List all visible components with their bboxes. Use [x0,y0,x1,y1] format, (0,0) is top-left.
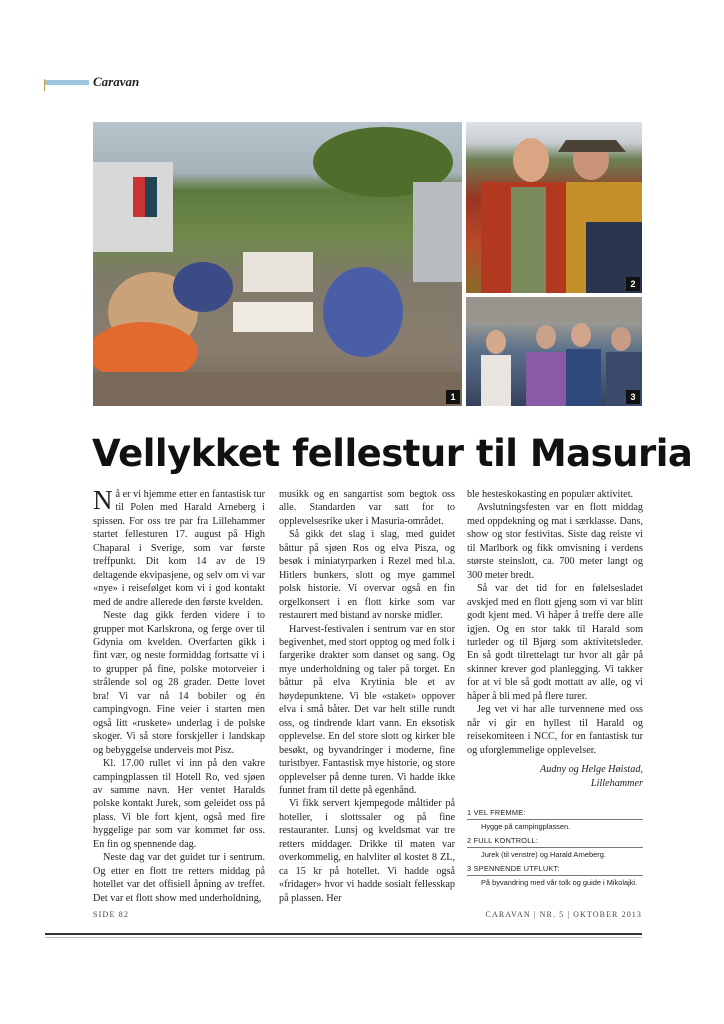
author-names: Audny og Helge Høistad, [540,764,643,776]
caption-heading: 3 SPENNENDE UTFLUKT: [467,864,643,876]
paragraph: musikk og en sangartist som begtok oss alle. Standarden var satt for to opplevelsesrike uker i Masuria-området. [279,489,455,527]
paragraph: Jeg vet vi har alle turvennene med oss når vi gir en hyllest til Harald og reisekomiteen i NCC, for en fantastisk tur og uforglemmelige opplevelser. [467,704,643,756]
footer-rule-thin [45,937,642,938]
paragraph: Vi fikk servert kjempegode måltider på hoteller, i slottssaler og på fine restauranter. Lunsj og kveldsmat var tre retters middager. Drikke til maten var overkommelig, en halvliter øl kostet 8 ZL, ca 15 kr på hotellet. Vi hadde også «fridager» hvor vi hadde sosialt fellesskap på plassen. Her [279,798,455,904]
paragraph: Harvest-festivalen i sentrum var en stor begivenhet, med stort opptog og med folk i fargerike drakter som danset og sang. Og mye underholdning og taler på torget. En båttur på elva Krytinia ble et av høydepunktene. Vi ble «staket» oppover elva i små båter. Det var helt stille rundt oss, og tindrende klart vann. En eksotisk opplevelse. En del store slott og kirker ble besøkt, og byvandringer i moderne, fine turistbyer. Fantastisk mye historie, og store opplevelser på denne turen. Vi hadde ikke funnet fram til dette på egenhånd. [279,623,455,796]
article-column-1 [93,485,265,905]
photo-camp-gathering [93,122,462,406]
caption-heading: 2 FULL KONTROLL: [467,836,643,848]
photo-two-men [466,122,642,293]
paragraph: Neste dag var det guidet tur i sentrum. Og etter en flott tre retters middag på hotellet var det offisiell åpning av treffet. Det var et flott show med underholdning, [93,852,265,904]
drop-cap: N [93,485,113,515]
paragraph: Så var det tid for en følelsesladet avskjed med en flott gjeng som vi var blitt godt kjent med. Vi håper å treffe dere alle igjen. Og en stor takk til Harald som turleder og til Bjørg som aktivitetsleder. En så godt tilrettelagt tur hvor alt går på skinner krever god planlegging. Vi takker for at vi ble så godt mottatt av alle, og vi håper å bli med på flere turer. [467,583,643,702]
section-title: Caravan [93,74,140,89]
photo-number-badge: 3 [626,390,640,404]
paragraph: Nå er vi hjemme etter en fantastisk tur til Polen med Harald Arneberg i spissen. For oss tre par fra Lillehammer startet fellesturen 17. august på High Chaparal i Sverige, som var første treffpunkt. Dit kom 14 av de 19 deltagende ekvipasjene, og selv om vi var «nye» i reisefølget kom vi i god kontakt med de andre allerede den første kvelden. [93,485,265,608]
caption-item [467,808,643,832]
section-accent-bar [45,80,89,85]
photo-number-badge: 1 [446,390,460,404]
article-column-3 [467,488,643,892]
caption-text: På byvandring med vår tolk og guide i Mikolajki. [481,877,638,887]
footer-rule [45,933,642,935]
paragraph: Avslutningsfesten var en flott middag med oppdekning og mat i særklasse. Dans, show og stor festivitas. Siste dag reiste vi til Marlbork og fikk omvisning i verdens største steinslott, ca. 700 meter langt og 300 meter bredt. [467,502,643,581]
page-number: SIDE 82 [93,910,130,919]
caption-heading: 1 VEL FREMME: [467,808,643,820]
photo-number-badge: 2 [626,277,640,291]
caption-item [467,836,643,860]
caption-text: Hygge på campingplassen. [481,821,571,831]
photo-town-walk [466,297,642,406]
article-column-2 [279,488,455,905]
author-location: Lillehammer [590,777,643,789]
paragraph: Neste dag gikk ferden videre i to grupper mot Karlskrona, og ferge over til Gdynia om kvelden. Overfarten gikk i fint vær, og neste formiddag fortsatte vi i to grupper på fine, polske motorveier i strålende sol og 28 grader. Dette lovet bra! Vi var nå 14 bobiler og én campingvogn. Fine veier i starten men også litt «ruskete» underlag i de polske skoger. Vi så store forskjeller i landskap og bebyggelse underveis mot Pisz. [93,610,265,756]
article-headline: Vellykket fellestur til Masuria [92,432,693,475]
author-signature [467,763,643,790]
photo-1-illustration [93,122,462,406]
photo-2-illustration [466,122,642,293]
paragraph: Kl. 17.00 rullet vi inn på den vakre campingplassen til Hotell Ro, ved sjøen av samme navn. Her ventet Haralds polske kontakt Jurek, som geleidet oss på plass. Vi ble fort kjent, også med fire hyggelige par som var kommet før oss. En fin og spennende dag. [93,758,265,850]
paragraph: Så gikk det slag i slag, med guidet båttur på sjøen Ros og elva Pisza, og besøk i miniatyrparken i Rezel med bl.a. Hitlers bunkers, slott og mye gammel polsk historie. Vi overvar også en fin orgelkonsert i en flott kirke som var restaurert med bistand av norske midler. [279,529,455,622]
paragraph: ble hesteskokasting en populær aktivitet. [467,489,634,500]
photo-captions [467,808,643,888]
caption-item [467,864,643,888]
caption-text: Jurek (til venstre) og Harald Arneberg. [481,849,606,859]
issue-info: CARAVAN | NR. 5 | OKTOBER 2013 [485,910,642,919]
photo-3-illustration [466,297,642,406]
